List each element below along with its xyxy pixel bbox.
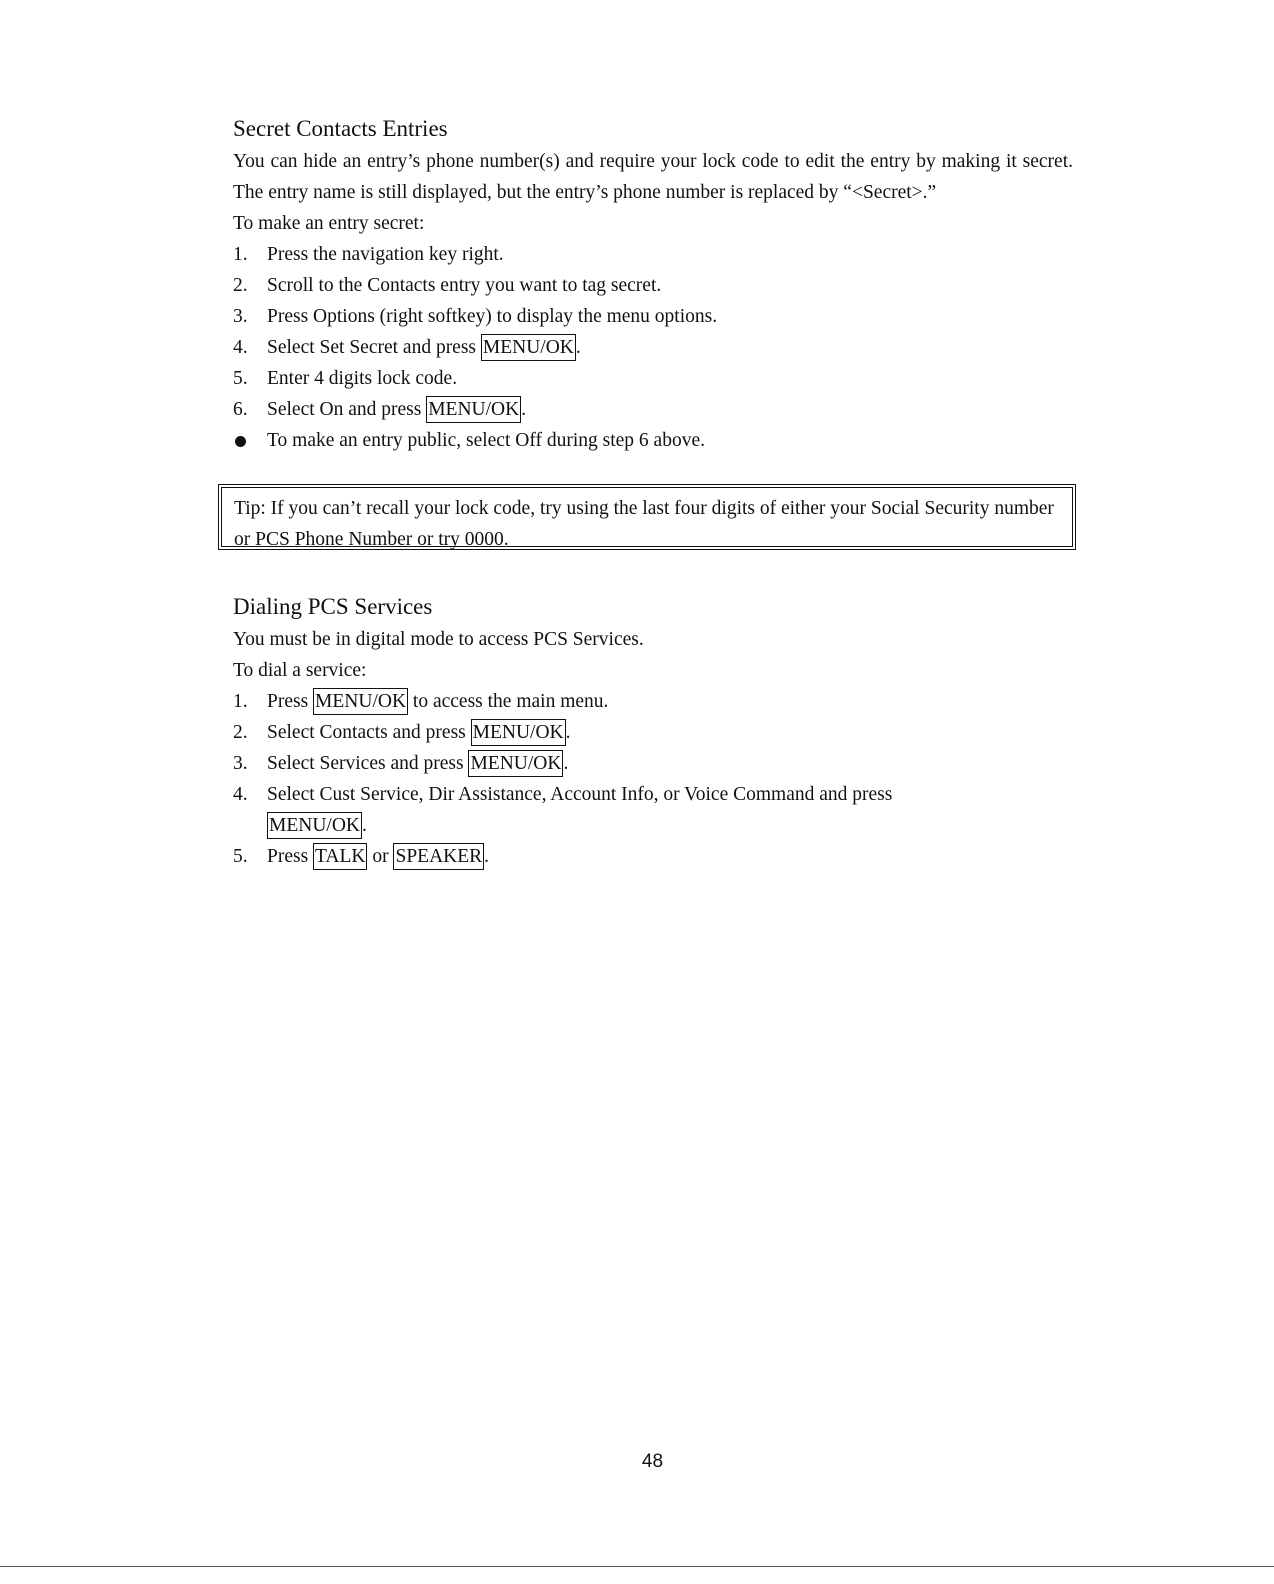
- menu-ok-key: MENU/OK: [313, 688, 408, 715]
- bullet-dot-icon: [235, 436, 246, 447]
- talk-key: TALK: [313, 843, 367, 870]
- step-text-end: to access the main menu.: [408, 691, 609, 712]
- step-text: Select On and press: [267, 399, 427, 420]
- step-text: Press: [267, 846, 314, 867]
- bottom-edge-rule: [0, 1566, 1274, 1567]
- step-text: Select Contacts and press: [267, 722, 471, 743]
- steps-list: [233, 239, 1073, 425]
- list-item: [233, 717, 1073, 748]
- step-text-end: .: [565, 722, 571, 743]
- step-text: Press Options (right softkey) to display the menu options.: [267, 306, 718, 327]
- intro-paragraph: You must be in digital mode to access PCS Services.: [233, 629, 644, 650]
- list-item: [233, 686, 1073, 717]
- step-number: 4.: [233, 337, 248, 358]
- menu-ok-key: MENU/OK: [481, 334, 576, 361]
- list-item: [233, 841, 1073, 872]
- list-item: [233, 363, 1073, 394]
- step-text: Select Services and press: [267, 753, 469, 774]
- step-number: 2.: [233, 275, 248, 296]
- tip-box: [218, 484, 1076, 550]
- section-heading: Secret Contacts Entries: [233, 116, 448, 141]
- list-item: [233, 332, 1073, 363]
- menu-ok-key: MENU/OK: [426, 396, 521, 423]
- step-text: Select Set Secret and press: [267, 337, 481, 358]
- bullet-text: To make an entry public, select Off during step 6 above.: [267, 430, 705, 451]
- section-dialing-pcs-services: [233, 590, 1073, 872]
- list-item: [233, 748, 1073, 779]
- step-text-end: .: [521, 399, 527, 420]
- step-number: 1.: [233, 244, 248, 265]
- step-text: Scroll to the Contacts entry you want to tag secret.: [267, 275, 662, 296]
- step-number: 4.: [233, 784, 248, 805]
- list-item: [233, 301, 1073, 332]
- step-number: 3.: [233, 306, 248, 327]
- section-heading: Dialing PCS Services: [233, 594, 433, 619]
- list-item: [233, 239, 1073, 270]
- bullet-item: [233, 425, 1073, 456]
- menu-ok-key: MENU/OK: [471, 719, 566, 746]
- list-item: [233, 779, 1073, 841]
- section-secret-contacts: [233, 112, 1073, 456]
- step-text: Enter 4 digits lock code.: [267, 368, 458, 389]
- step-text: Press: [267, 691, 314, 712]
- menu-ok-key: MENU/OK: [267, 812, 362, 839]
- bullet-list: [233, 425, 1073, 456]
- step-number: 5.: [233, 846, 248, 867]
- list-item: [233, 270, 1073, 301]
- instruction-lead: To dial a service:: [233, 660, 367, 681]
- step-number: 3.: [233, 753, 248, 774]
- step-text-end: .: [575, 337, 581, 358]
- menu-ok-key: MENU/OK: [468, 750, 563, 777]
- step-text-end: .: [563, 753, 569, 774]
- instruction-lead: To make an entry secret:: [233, 213, 425, 234]
- list-item: [233, 394, 1073, 425]
- step-number: 5.: [233, 368, 248, 389]
- tip-text: Tip: If you can’t recall your lock code, try using the last four digits of either your Social Security number or PCS Phone Number or try 0000.: [234, 498, 1054, 550]
- step-text-end: .: [484, 846, 490, 867]
- step-text: Select Cust Service, Dir Assistance, Account Info, or Voice Command and press: [267, 784, 893, 805]
- page-number: 48: [641, 1451, 664, 1472]
- step-text-middle: or: [367, 846, 394, 867]
- intro-paragraph: You can hide an entry’s phone number(s) and require your lock code to edit the entry by making it secret. The entry name is still displayed, but the entry’s phone number is replaced by “<Secret>.”: [233, 151, 1073, 203]
- step-text-end: .: [362, 815, 367, 836]
- steps-list: [233, 686, 1073, 872]
- speaker-key: SPEAKER: [393, 843, 484, 870]
- step-number: 6.: [233, 399, 248, 420]
- step-number: 2.: [233, 722, 248, 743]
- step-number: 1.: [233, 691, 248, 712]
- step-text: Press the navigation key right.: [267, 244, 504, 265]
